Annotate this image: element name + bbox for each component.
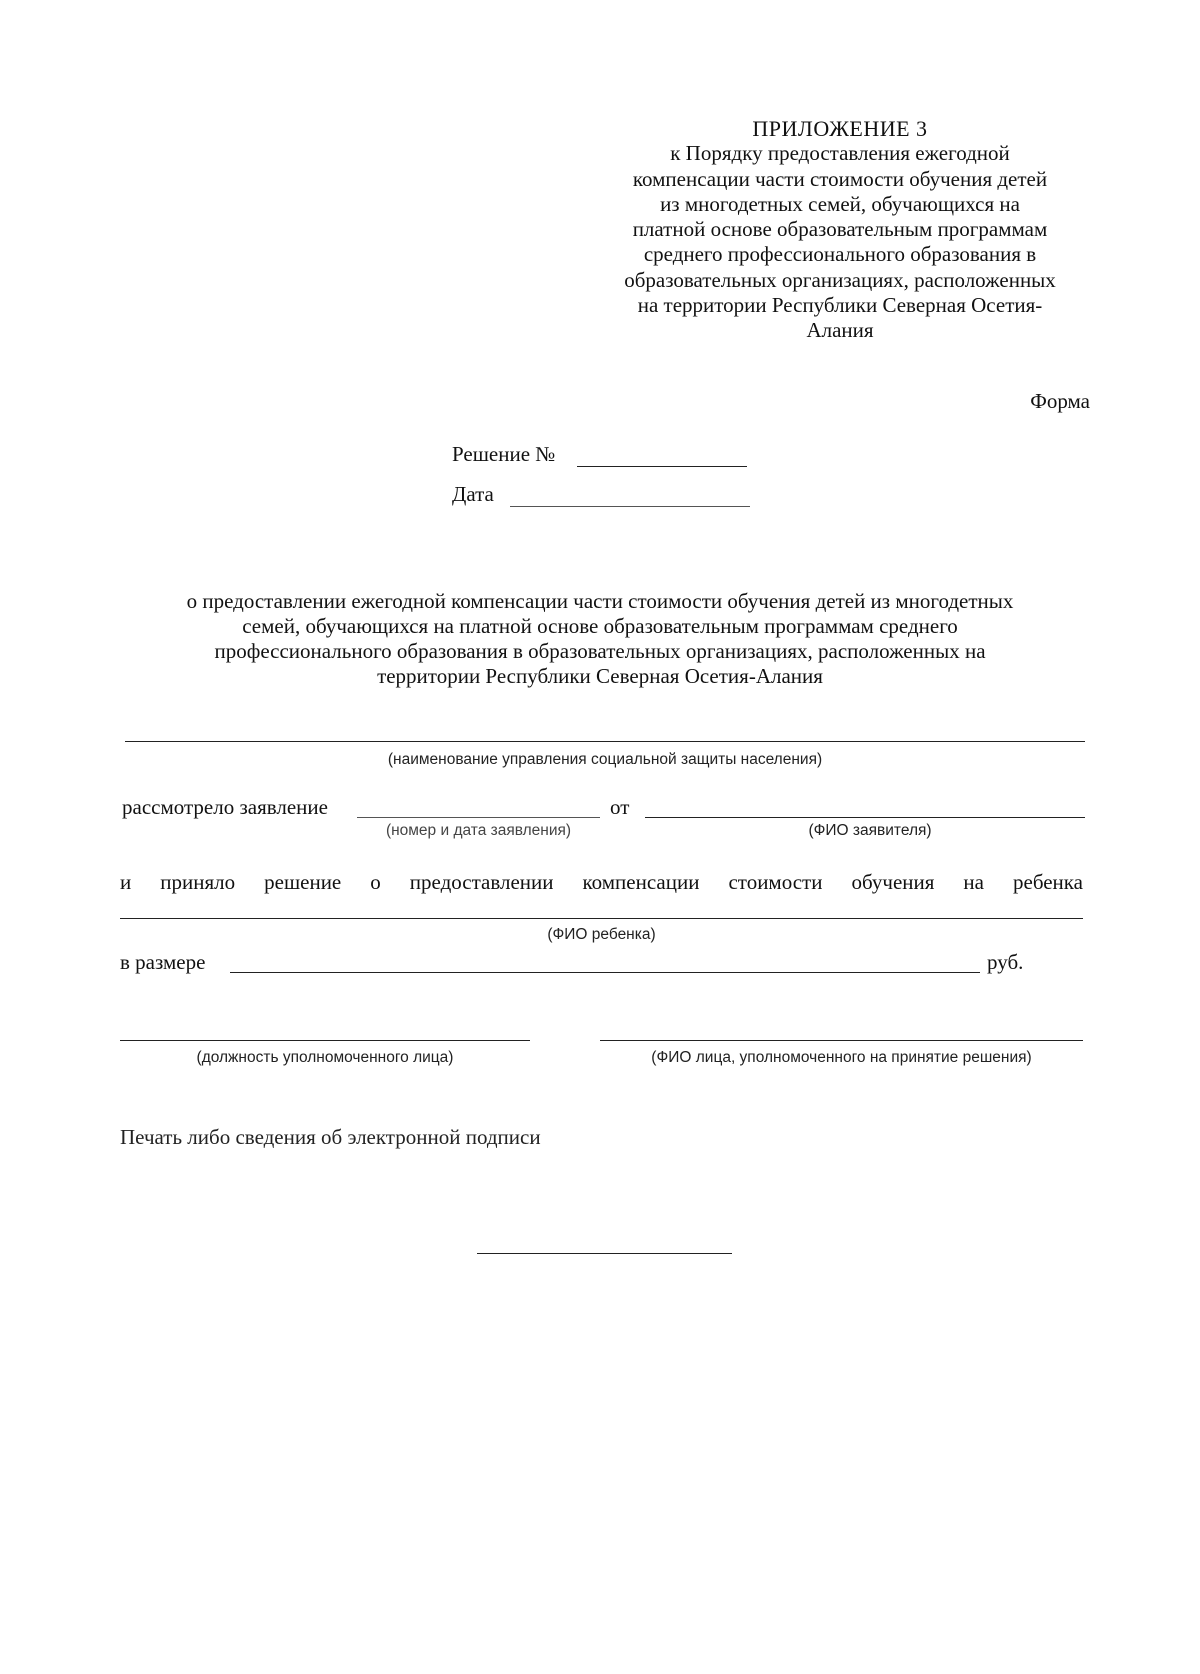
statement-word: обучения (851, 870, 935, 894)
child-name-field[interactable] (120, 918, 1083, 919)
statement-word: приняло (160, 870, 236, 894)
bottom-separator (477, 1253, 732, 1254)
application-number-date-field[interactable] (357, 817, 600, 818)
child-caption: (ФИО ребенка) (547, 926, 656, 943)
statement-word: компенсации (582, 870, 700, 894)
appendix-line: Алания (806, 318, 874, 343)
statement-word: стоимости (728, 870, 823, 894)
decision-subject (120, 589, 1080, 689)
subject-line: о предоставлении ежегодной компенсации части стоимости обучения детей из многодетных (186, 589, 1014, 613)
position-caption: (должность уполномоченного лица) (196, 1049, 454, 1066)
department-caption: (наименование управления социальной защиты населения) (387, 751, 823, 768)
appendix-line: из многодетных семей, обучающихся на (660, 191, 1020, 216)
decision-date-field[interactable] (510, 506, 750, 507)
official-name-field[interactable] (600, 1040, 1083, 1041)
statement-word: решение (264, 870, 342, 894)
application-caption: (номер и дата заявления) (385, 822, 572, 839)
appendix-line: к Порядку предоставления ежегодной (670, 141, 1010, 166)
decision-number-field[interactable] (577, 466, 747, 467)
decision-date-label: Дата (452, 482, 494, 506)
appendix-header (590, 116, 1090, 344)
decision-number-label: Решение № (452, 442, 556, 466)
currency-label: руб. (987, 950, 1024, 974)
appendix-line: компенсации части стоимости обучения детей (632, 166, 1048, 191)
amount-label: в размере (120, 950, 206, 974)
appendix-line: платной основе образовательным программам (632, 217, 1048, 242)
from-label: от (610, 795, 630, 819)
appendix-line: образовательных организациях, расположенных (624, 267, 1056, 292)
subject-line: территории Республики Северная Осетия-Алания (377, 664, 823, 688)
statement-word: ребенка (1013, 870, 1083, 894)
appendix-title: ПРИЛОЖЕНИЕ 3 (752, 116, 928, 141)
applicant-name-field[interactable] (645, 817, 1085, 818)
appendix-line: на территории Республики Северная Осетия- (637, 293, 1043, 318)
statement-word: на (963, 870, 984, 894)
decision-statement (120, 870, 1083, 895)
subject-line: профессионального образования в образовательных организациях, расположенных на (214, 639, 986, 663)
official-caption: (ФИО лица, уполномоченного на принятие решения) (651, 1049, 1032, 1066)
seal-note: Печать либо сведения об электронной подписи (120, 1125, 541, 1149)
subject-line: семей, обучающихся на платной основе образовательным программам среднего (242, 614, 958, 638)
form-label: Форма (1030, 389, 1090, 413)
statement-word: о (370, 870, 381, 894)
position-field[interactable] (120, 1040, 530, 1041)
statement-word: предоставлении (409, 870, 554, 894)
amount-field[interactable] (230, 972, 980, 973)
reviewed-label: рассмотрело заявление (122, 795, 328, 819)
applicant-caption: (ФИО заявителя) (808, 822, 932, 839)
appendix-line: среднего профессионального образования в (643, 242, 1037, 267)
department-name-field[interactable] (125, 741, 1085, 742)
statement-word: и (120, 870, 132, 894)
